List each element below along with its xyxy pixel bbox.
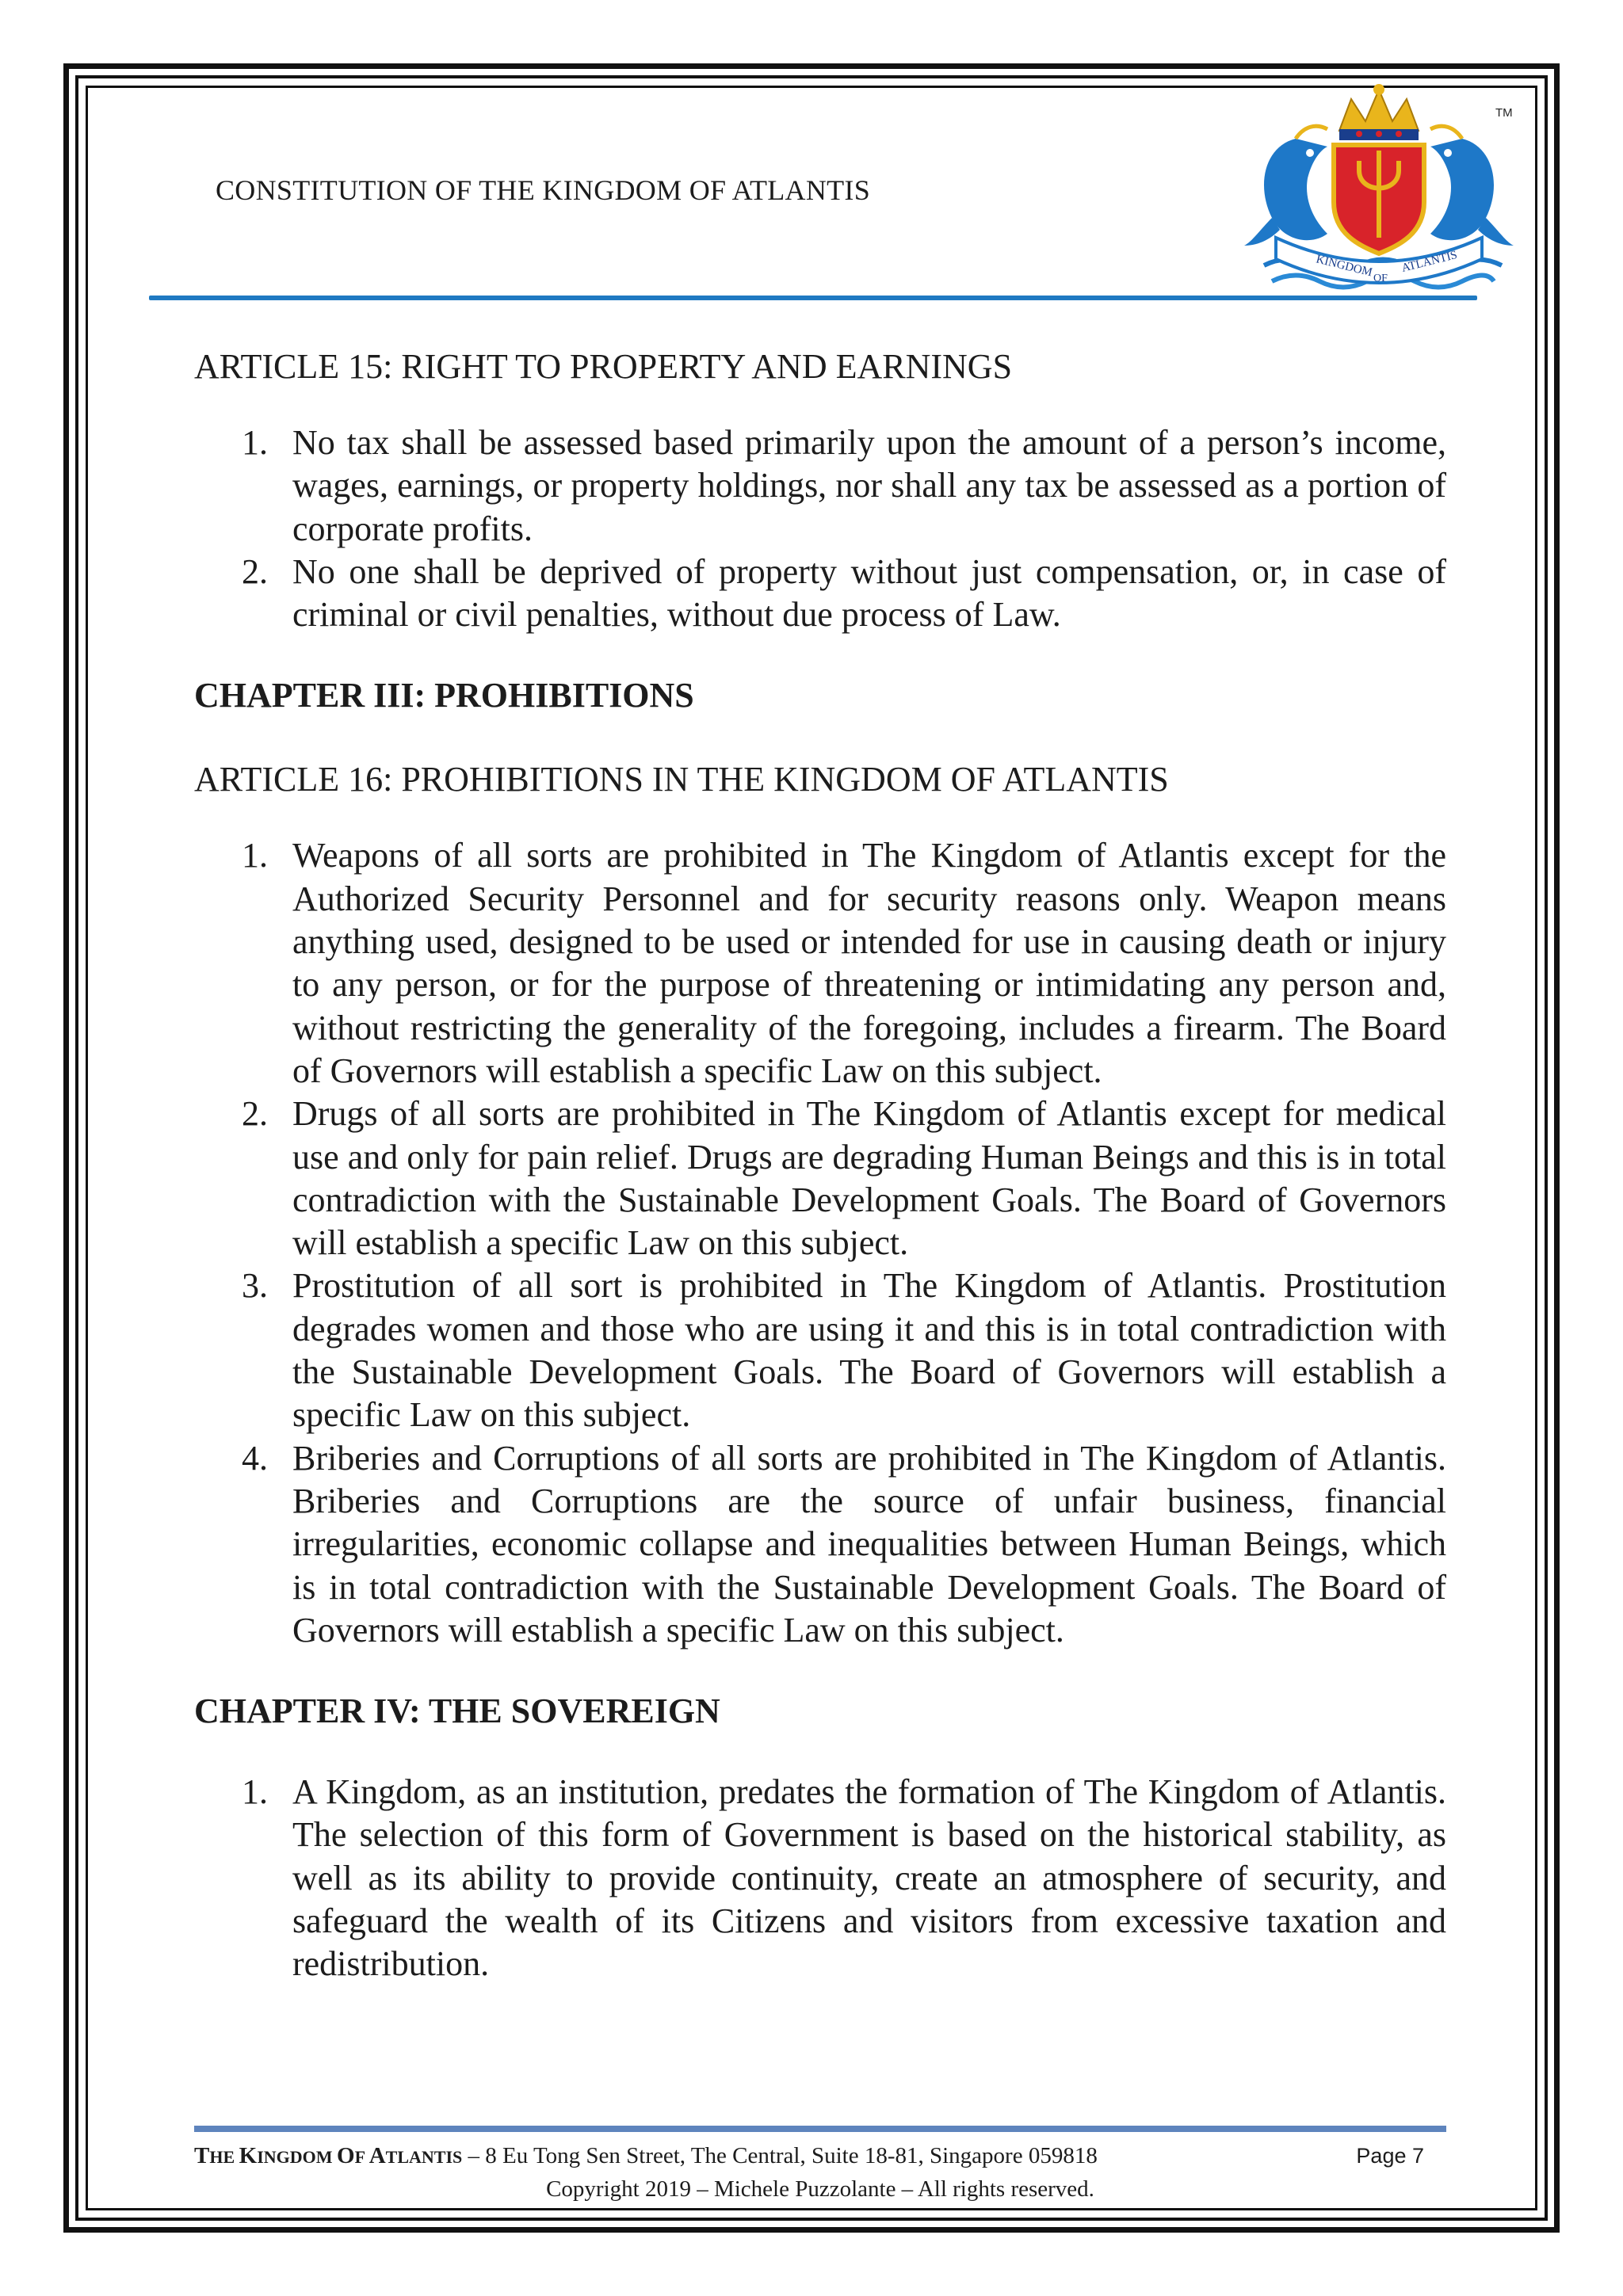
chapter-3-heading: CHAPTER III: PROHIBITIONS	[194, 676, 694, 715]
crest-dolphin-left	[1244, 126, 1327, 246]
list-item	[194, 421, 1446, 551]
chapter-4-heading: CHAPTER IV: THE SOVEREIGN	[194, 1691, 720, 1731]
article-15-heading: ARTICLE 15: RIGHT TO PROPERTY AND EARNINGS	[194, 347, 1013, 386]
crest-banner-mid: OF	[1373, 273, 1388, 284]
list-item	[194, 1093, 1446, 1264]
list-item-number: 3.	[242, 1266, 268, 1306]
crest-banner-left: KINGDOM	[1315, 253, 1374, 280]
list-item-number: 1.	[242, 836, 268, 875]
kingdom-crest-logo	[1240, 83, 1518, 297]
list-item	[194, 834, 1446, 1093]
list-item-number: 1.	[242, 1772, 268, 1812]
list-item	[194, 551, 1446, 637]
crest-banner-right: ATLANTIS	[1400, 249, 1459, 275]
document-body	[194, 333, 1446, 1986]
list-item	[194, 1264, 1446, 1436]
footer-address-line	[194, 2140, 1446, 2173]
list-item-text: Weapons of all sorts are prohibited in The Kingdom of Atlantis except for the Authorized Security Personnel and for security reasons only. Weapon means anything used, designed to be used or intended for use in causing death or injury to any person, or for the purpose of threatening or intimidating any person and, without restricting the generality of the foregoing, includes a firearm. The Board of Governors will establish a specific Law on this subject.	[292, 836, 1446, 1090]
page-number: Page 7	[1356, 2144, 1424, 2168]
article-16-list	[194, 834, 1446, 1652]
footer-organization-name: THE KINGDOM OF ATLANTIS	[194, 2143, 463, 2168]
list-item-text: Drugs of all sorts are prohibited in The Kingdom of Atlantis except for medical use and only for pain relief. Drugs are degrading Human Beings and this is in total contradiction with the Sustainable Development Goals. The Board of Governors will establish a specific Law on this subject.	[292, 1094, 1446, 1263]
list-item-text: No one shall be deprived of property without just compensation, or, in case of criminal or civil penalties, without due process of Law.	[292, 551, 1446, 635]
footer-copyright: Copyright 2019 – Michele Puzzolante – All rights reserved.	[546, 2176, 1094, 2202]
list-item	[194, 1771, 1446, 1985]
footer-address: – 8 Eu Tong Sen Street, The Central, Suite 18-81, Singapore 059818	[462, 2143, 1098, 2168]
list-item-text: Prostitution of all sort is prohibited in The Kingdom of Atlantis. Prostitution degrades women and those who are using it and this is in total contradiction with the Sustainable Development Goals. The Board of Governors will establish a specific Law on this subject.	[292, 1266, 1446, 1435]
chapter-4-list	[194, 1771, 1446, 1985]
list-item-text: A Kingdom, as an institution, predates the formation of The Kingdom of Atlantis. The selection of this form of Government is based on the historical stability, as well as its ability to provide continuity, create an atmosphere of security, and safeguard the wealth of its Citizens and visitors from excessive taxation and redistribution.	[292, 1772, 1446, 1984]
crest-dolphin-right	[1430, 126, 1514, 246]
document-header-title: CONSTITUTION OF THE KINGDOM OF ATLANTIS	[216, 174, 871, 206]
list-item-number: 4.	[242, 1438, 268, 1478]
trademark-mark: TM	[1495, 106, 1513, 120]
footer-divider	[194, 2126, 1446, 2132]
list-item-text: No tax shall be assessed based primarily upon the amount of a person’s income, wages, earnings, or property holdings, nor shall any tax be assessed as a portion of corporate profits.	[292, 423, 1446, 548]
header-divider	[149, 296, 1477, 300]
crest-shield	[1334, 145, 1424, 254]
article-16-heading: ARTICLE 16: PROHIBITIONS IN THE KINGDOM OF ATLANTIS	[194, 760, 1169, 799]
list-item-number: 2.	[242, 551, 268, 591]
list-item-number: 1.	[242, 423, 268, 462]
crest-crown	[1339, 84, 1419, 140]
list-item	[194, 1437, 1446, 1652]
list-item-number: 2.	[242, 1094, 268, 1134]
article-15-list	[194, 421, 1446, 636]
list-item-text: Briberies and Corruptions of all sorts are prohibited in The Kingdom of Atlantis. Briberies and Corruptions are the source of unfair business, financial irregularities, economic collapse and inequalities between Human Beings, which is in total contradiction with the Sustainable Development Goals. The Board of Governors will establish a specific Law on this subject.	[292, 1438, 1446, 1650]
